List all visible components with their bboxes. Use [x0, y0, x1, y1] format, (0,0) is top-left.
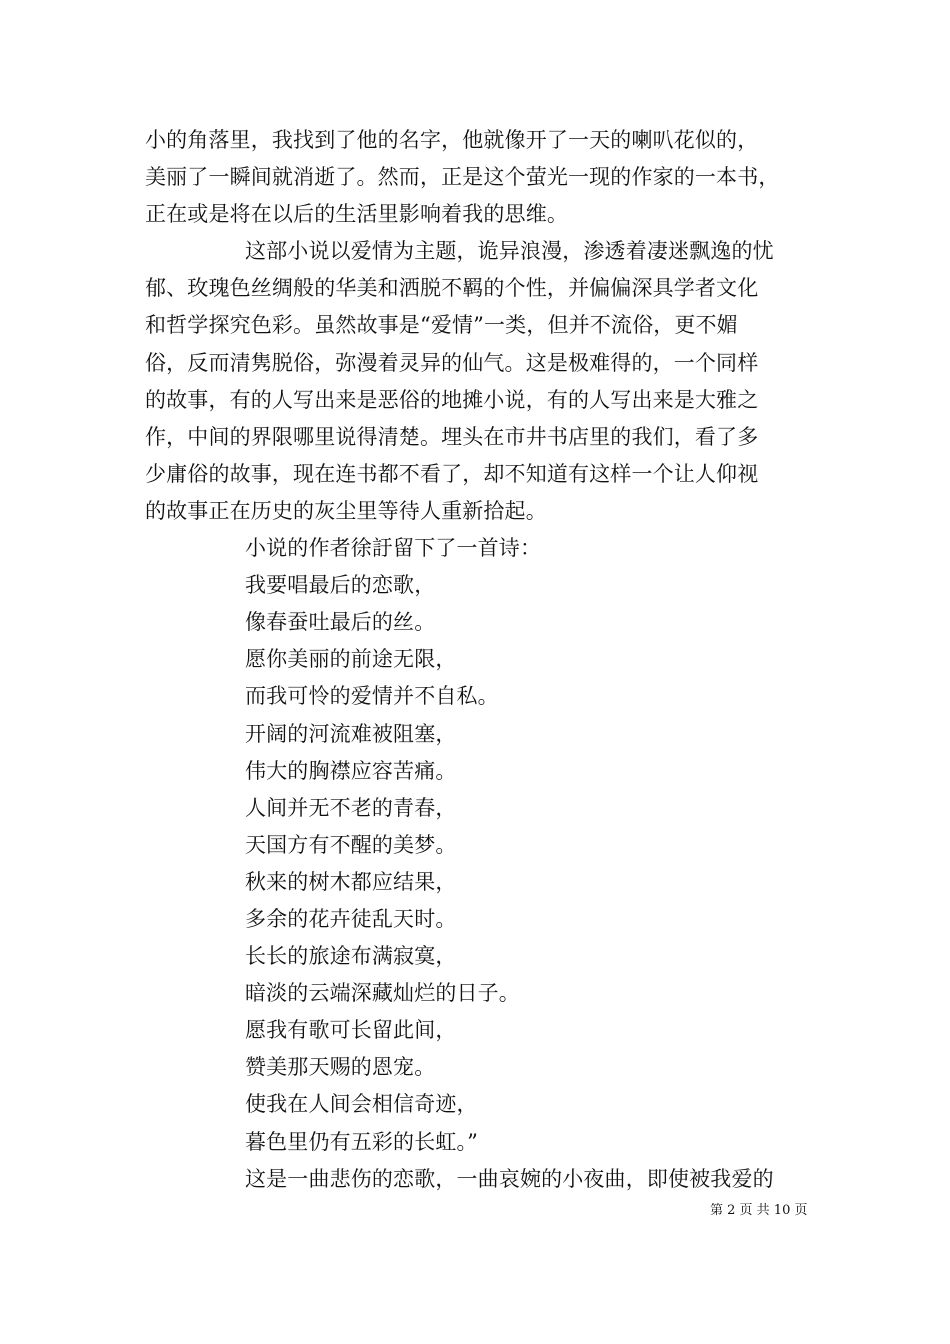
indented-text-line: 愿你美丽的前途无限，: [245, 647, 457, 672]
text-line: 少庸俗的故事，现在连书都不看了，却不知道有这样一个让人仰视: [145, 461, 759, 486]
indented-text-line: 多余的花卉徒乱天时。: [245, 906, 457, 931]
text-line: 的故事正在历史的灰尘里等待人重新拾起。: [145, 498, 547, 523]
page-footer: 第 2 页 共 10 页: [710, 1203, 808, 1218]
indented-text-line: 愿我有歌可长留此间，: [245, 1018, 457, 1043]
text-line: 小的角落里，我找到了他的名字，他就像开了一天的喇叭花似的，: [145, 128, 759, 152]
indented-text-line: 赞美那天赐的恩宠。: [245, 1055, 436, 1080]
indented-text-line: 人间并无不老的青春，: [245, 795, 457, 820]
text-line: 的故事，有的人写出来是恶俗的地摊小说，有的人写出来是大雅之: [145, 387, 759, 412]
indented-text-line: 天国方有不醒的美梦。: [245, 832, 457, 857]
text-line: 正在或是将在以后的生活里影响着我的思维。: [145, 202, 568, 227]
indented-text-line: 小说的作者徐訏留下了一首诗：: [245, 536, 542, 561]
indented-text-line: 使我在人间会相信奇迹，: [245, 1092, 478, 1117]
text-line: 郁、玫瑰色丝绸般的华美和洒脱不羁的个性，并偏偏深具学者文化: [145, 276, 759, 301]
indented-text-line: 开阔的河流难被阻塞，: [245, 721, 457, 746]
indented-text-line: 我要唱最后的恋歌，: [245, 573, 436, 598]
text-line: 俗，反而清隽脱俗，弥漫着灵异的仙气。这是极难得的，一个同样: [145, 350, 759, 375]
text-line: 和哲学探究色彩。虽然故事是“爱情”一类，但并不流俗，更不媚: [145, 313, 738, 338]
indented-text-line: 暗淡的云端深藏灿烂的日子。: [245, 981, 520, 1006]
text-line: 美丽了一瞬间就消逝了。然而，正是这个萤光一现的作家的一本书，: [145, 165, 780, 190]
indented-text-line: 这部小说以爱情为主题，诡异浪漫，渗透着凄迷飘逸的忧: [245, 239, 774, 264]
indented-text-line: 伟大的胸襟应容苦痛。: [245, 758, 457, 783]
indented-text-line: 这是一曲悲伤的恋歌，一曲哀婉的小夜曲，即使被我爱的: [245, 1166, 774, 1191]
indented-text-line: 而我可怜的爱情并不自私。: [245, 684, 499, 709]
indented-text-line: 长长的旅途布满寂寞，: [245, 944, 457, 969]
indented-text-line: 像春蚕吐最后的丝。: [245, 610, 436, 635]
text-line: 作，中间的界限哪里说得清楚。埋头在市井书店里的我们，看了多: [145, 424, 759, 449]
indented-text-line: 暮色里仍有五彩的长虹。”: [245, 1129, 479, 1154]
body-text: [145, 122, 820, 1198]
indented-text-line: 秋来的树木都应结果，: [245, 869, 457, 894]
